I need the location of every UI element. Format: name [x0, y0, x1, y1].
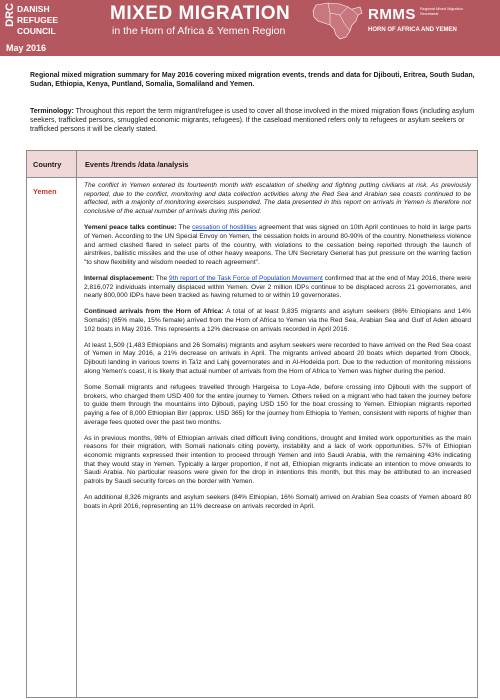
report-date: May 2016: [6, 43, 47, 53]
events-table: [26, 150, 478, 698]
rmms-region: HORN OF AFRICA AND YEMEN: [368, 27, 457, 33]
date-bar: [0, 42, 500, 56]
paragraph-arrivals: Continued arrivals from the Horn of Africa: A total of at least 9,835 migrants and asylum seekers (86% Ethiopians and 14% Somalis) (85% male, 15% female) arrived from the Horn of Africa to Yemen via the Red Sea, Arabian Sea and Gulf of Aden aboard 102 boats in May 2016. This represents a 12% decrease on arrivals recorded in April 2016.: [84, 308, 471, 333]
paragraph-arabian-sea-arrivals: An additional 8,326 migrants and asylum seekers (84% Ethiopian, 16% Somali) arrived on Arabian Sea coasts of Yemen aboard 80 boats in April 2016, representing an 11% decrease on arrivals recorded in April.: [84, 494, 471, 510]
terminology-text: Throughout this report the term migrant/refugee is used to cover all those involved in the mixed migration flows (including asylum seekers, trafficked persons, smuggled economic migrants, refugees). If the caseload mentioned refers only to refugees or asylum seekers or trafficked persons it will be clearly stated.: [30, 108, 475, 134]
paragraph-peace-talks: Yemeni peace talks continue: The cessation of hostilities agreement that was signed on 10th April continues to hold in large parts of Yemen. According to the UN Special Envoy on Yemen, the cessation holds in around 80-90% of the country. Nonetheless violence and armed clashed flared in select parts of the country, with violations to the cessation being reported through the launch of airstrikes, ballistic missiles and the use of other heavy weapons. The UN Secretary General has put pressure on the warring faction "to show flexibility and wisdom needed to reach agreement".: [84, 224, 471, 266]
paragraph-smuggling-fees: Some Somali migrants and refugees travelled through Hargeisa to Loya-Ade, before crossing into Djibouti with the support of brokers, who charged them USD 400 for the entire journey to Yemen. Others relied on a migrant who had taken the journey before to guide them through the mountains into Djibouti, paying USD 150 for the boat crossing to Yemen. Ethiopian migrants reported paying a fee of 8,000 Ethiopian Birr (approx. USD 365) for the journey from Ethiopia to Yemen, consistent with reports of higher than average fees quoted over the past two months.: [84, 383, 471, 426]
arrivals-heading: Continued arrivals from the Horn of Africa:: [84, 308, 224, 316]
terminology-note: [30, 107, 476, 135]
task-force-report-link[interactable]: 9th report of the Task Force of Population Movement: [169, 274, 323, 282]
report-subtitle: in the Horn of Africa & Yemen Region: [112, 25, 286, 37]
column-header-events: Events /trends /data /analysis: [85, 160, 189, 169]
paragraph-red-sea-arrivals: At least 1,509 (1,483 Ethiopians and 26 Somalis) migrants and asylum seekers were recorded to have arrived on the Red Sea coast of Yemen in May 2016, a 21% decrease on arrivals in April. The migrants arrived aboard 20 boats which departed from Obock, Djibouti landing in various towns in Ta'iz and Lahj governorates and in Al-Hodeida port. Due to the reduction of monitoring missions along Yemen's coast, it is likely that actual number of arrivals from the Horn of Africa to Yemen was higher during the period.: [84, 341, 471, 375]
africa-map-icon: [306, 1, 364, 41]
drc-name: DANISH REFUGEE COUNCIL: [17, 4, 59, 36]
cessation-of-hostilities-link[interactable]: cessation of hostilities: [192, 224, 257, 232]
report-title: MIXED MIGRATION: [110, 3, 291, 24]
summary-intro: Regional mixed migration summary for May 2016 covering mixed migration events, trends and data for Djibouti, Eritrea, South Sudan, Sudan, Ethiopia, Kenya, Puntland, Somalia, Somaliland and Yemen.: [30, 72, 475, 89]
rmms-full-name: Regional Mixed Migration Secretariat: [420, 7, 463, 16]
paragraph-conflict: The conflict in Yemen entered its fourteenth month with escalation of shelling and fighting putting civilians at risk. As previously reported, due to the conflict, monitoring and data collection activities along the Red Sea and Arabian sea coasts continued to be affected, with a majority of monitoring exercises suspended. The data presented in this report on arrivals in Yemen is therefore not conclusive of the actual number of arrivals during this period.: [84, 182, 471, 216]
country-yemen: Yemen: [33, 187, 57, 196]
header-banner: [0, 0, 500, 42]
drc-abbreviation: DRC: [4, 3, 16, 27]
column-divider: [76, 151, 77, 697]
column-header-country: Country: [33, 160, 62, 169]
paragraph-reasons-intentions: As in previous months, 98% of Ethiopian arrivals cited difficult living conditions, drought and limited work opportunities as the main reasons for their migration, with Somali nationals citing poverty, instability and a lack of work opportunities. 57% of Ethiopian economic migrants expressed their intention to proceed through Yemen and into Saudi Arabia, with the remaining 43% indicating that they would stay in Yemen. Typically a larger proportion, if not all, Ethiopian migrants indicate an intention to move onwards to Saudi Arabia. No particular reasons were given for the drop in intentions this month, but this may be attributed to an increased patrols by Saudi security forces on the border with Yemen.: [84, 434, 471, 486]
table-header: [27, 151, 477, 178]
peace-talks-heading: Yemeni peace talks continue:: [84, 224, 177, 232]
drc-logo: [4, 2, 64, 40]
terminology-label: Terminology:: [30, 108, 74, 115]
yemen-events-cell: [84, 182, 471, 519]
rmms-logo: [368, 3, 498, 39]
rmms-abbreviation: RMMS: [368, 6, 416, 23]
paragraph-internal-displacement: Internal displacement: The 9th report of the Task Force of Population Movement confirmed that at the end of May 2016, there were 2,816,072 individuals internally displaced within Yemen. Over 2 million IDPs continue to be displaced across 21 governorates, and nearly 800,000 IDPs have been tracked as having returned to or within 19 governorates.: [84, 274, 471, 300]
internal-displacement-heading: Internal displacement:: [84, 274, 155, 282]
